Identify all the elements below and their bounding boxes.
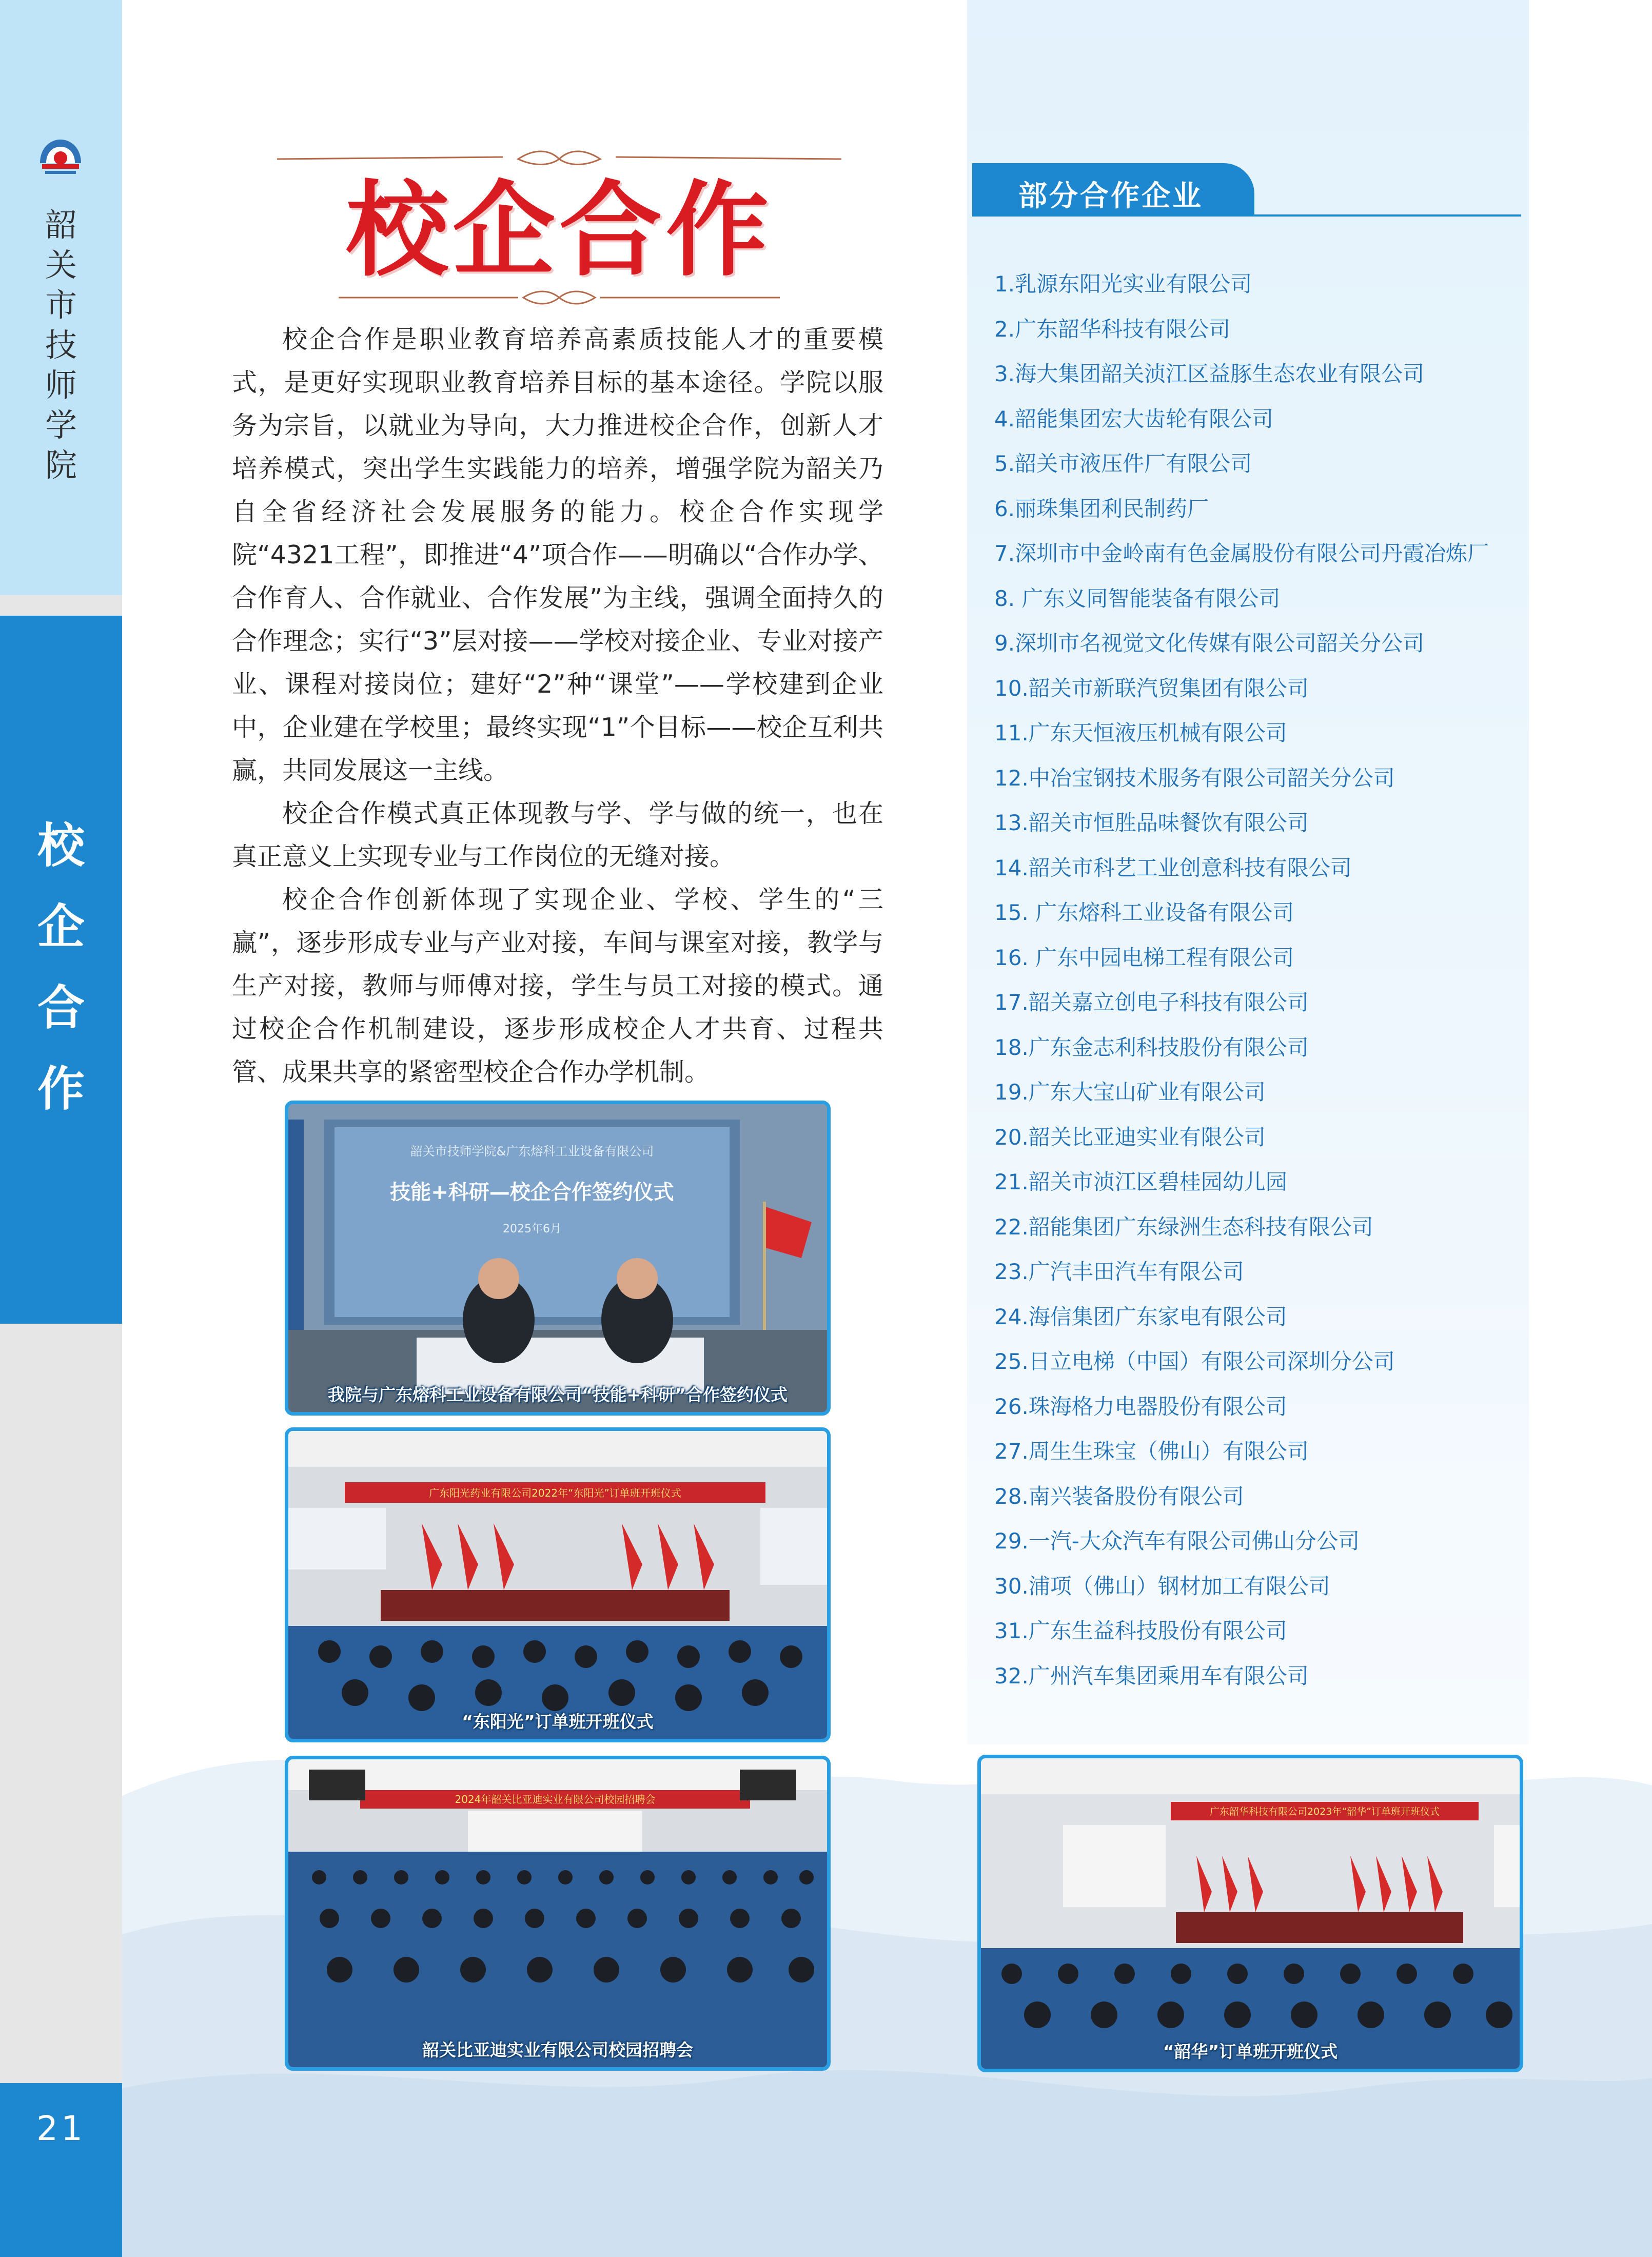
partner-item: 15. 广东熔科工业设备有限公司 <box>994 900 1294 925</box>
screen-line-2: 技能+科研—校企合作签约仪式 <box>390 1181 674 1204</box>
partner-item: 30.浦项（佛山）钢材加工有限公司 <box>994 1573 1330 1599</box>
partners-header <box>972 163 1254 217</box>
body-paragraph: 校企合作创新体现了实现企业、学校、学生的“三赢”，逐步形成专业与产业对接，车间与课室对接，教学与生产对接，教师与师傅对接，学生与员工对接的模式。通过校企合作机制建设，逐步形成校企人才共育、过程共管、成果共享的紧密型校企合作办学机制。 <box>232 885 883 1087</box>
byd-recruitment-image <box>288 1759 827 2067</box>
photo-caption: 我院与广东熔科工业设备有限公司“技能+科研”合作签约仪式 <box>327 1385 788 1405</box>
partner-item: 28.南兴装备股份有限公司 <box>994 1483 1244 1509</box>
partner-item: 17.韶关嘉立创电子科技有限公司 <box>994 990 1309 1015</box>
partner-item: 32.广州汽车集团乘用车有限公司 <box>994 1663 1309 1689</box>
page-title: 校企合作 <box>345 171 773 290</box>
section-name-char: 合 <box>37 980 85 1035</box>
partner-item: 2.广东韶华科技有限公司 <box>994 316 1231 342</box>
body-paragraph: 校企合作是职业教育培养高素质技能人才的重要模式，是更好实现职业教育培养目标的基本途径。学院以服务为宗旨，以就业为导向，大力推进校企合作，创新人才培养模式，突出学生实践能力的培养，增强学院为韶关乃自全省经济社会发展服务的能力。校企合作实现学院“4321工程”，即推进“4”项合作——明确以“合作办学、合作育人、合作就业、合作发展”为主线，强调全面持久的合作理念；实行“3”层对接——学校对接企业、专业对接产业、课程对接岗位；建好“2”种“课堂”——学校建到企业中，企业建在学校里；最终实现“1”个目标——校企互利共赢，共同发展这一主线。 <box>232 325 883 785</box>
page-number: 21 <box>36 2109 86 2148</box>
school-logo-icon <box>35 133 86 185</box>
screen-line-1: 韶关市技师学院&广东熔科工业设备有限公司 <box>410 1144 654 1159</box>
left-sidebar <box>0 0 122 2257</box>
photo-caption: 韶关比亚迪实业有限公司校园招聘会 <box>422 2040 693 2060</box>
partner-item: 24.海信集团广东家电有限公司 <box>994 1304 1287 1329</box>
section-name-char: 企 <box>37 899 85 954</box>
school-name-char: 学 <box>45 406 77 444</box>
signing-ceremony-image <box>288 1104 827 1412</box>
title-ornament-bottom <box>277 287 841 308</box>
body-paragraph: 校企合作模式真正体现教与学、学与做的统一，也在真正意义上实现专业与工作岗位的无缝对接。 <box>232 799 883 871</box>
partner-item: 8. 广东义同智能装备有限公司 <box>994 585 1281 611</box>
partner-item: 19.广东大宝山矿业有限公司 <box>994 1080 1266 1105</box>
partner-item: 6.丽珠集团利民制药厂 <box>994 496 1209 521</box>
photo-byd-recruitment <box>285 1756 831 2071</box>
banner-text: 广东韶华科技有限公司2023年“韶华”订单班开班仪式 <box>1209 1806 1440 1817</box>
partner-item: 31.广东生益科技股份有限公司 <box>994 1618 1287 1643</box>
title-ornament-top <box>277 149 841 169</box>
partner-item: 25.日立电梯（中国）有限公司深圳分公司 <box>994 1349 1395 1374</box>
section-name-char: 作 <box>37 1062 85 1116</box>
partner-item: 12.中冶宝钢技术服务有限公司韶关分公司 <box>994 765 1395 791</box>
partner-item: 21.韶关市浈江区碧桂园幼儿园 <box>994 1169 1287 1194</box>
photo-caption: “韶华”订单班开班仪式 <box>1163 2042 1338 2062</box>
school-name-vertical <box>0 205 122 485</box>
partner-item: 27.周生生珠宝（佛山）有限公司 <box>994 1439 1309 1464</box>
partner-item: 26.珠海格力电器股份有限公司 <box>994 1394 1287 1419</box>
school-name-char: 市 <box>45 286 77 324</box>
dongyangguang-class-image <box>288 1431 827 1739</box>
partner-item: 11.广东天恒液压机械有限公司 <box>994 720 1287 745</box>
section-name-char: 校 <box>37 818 85 873</box>
partner-item: 9.深圳市名视觉文化传媒有限公司韶关分公司 <box>994 631 1425 656</box>
photo-signing-ceremony <box>285 1101 831 1416</box>
partner-item: 1.乳源东阳光实业有限公司 <box>994 271 1252 297</box>
partner-item: 29.一汽-大众汽车有限公司佛山分公司 <box>994 1528 1360 1554</box>
banner-text: 广东阳光药业有限公司2022年“东阳光”订单班开班仪式 <box>429 1487 681 1499</box>
banner-text: 2024年韶关比亚迪实业有限公司校园招聘会 <box>455 1793 656 1805</box>
body-text <box>232 318 883 1094</box>
photo-caption: “东阳光”订单班开班仪式 <box>462 1712 654 1732</box>
partner-item: 20.韶关比亚迪实业有限公司 <box>994 1124 1266 1150</box>
partners-list <box>994 262 1523 1698</box>
partner-item: 22.韶能集团广东绿洲生态科技有限公司 <box>994 1214 1373 1240</box>
partner-item: 5.韶关市液压件厂有限公司 <box>994 451 1252 476</box>
partners-header-label: 部分合作企业 <box>1018 180 1203 213</box>
shaohua-class-image <box>981 1758 1520 2069</box>
partner-item: 23.广汽丰田汽车有限公司 <box>994 1259 1244 1284</box>
partner-item: 13.韶关市恒胜品味餐饮有限公司 <box>994 810 1309 835</box>
partners-header-underline <box>972 214 1521 217</box>
school-name-char: 技 <box>45 326 77 364</box>
partner-item: 3.海大集团韶关浈江区益豚生态农业有限公司 <box>994 361 1425 386</box>
school-name-char: 关 <box>45 246 77 284</box>
partner-item: 14.韶关市科艺工业创意科技有限公司 <box>994 855 1352 880</box>
partner-item: 18.广东金志利科技股份有限公司 <box>994 1034 1309 1060</box>
screen-line-3: 2025年6月 <box>503 1223 561 1235</box>
partner-item: 4.韶能集团宏大齿轮有限公司 <box>994 406 1274 431</box>
school-name-char: 师 <box>45 366 77 404</box>
photo-shaohua-class <box>977 1755 1523 2072</box>
partner-item: 10.韶关市新联汽贸集团有限公司 <box>994 675 1309 701</box>
section-name-vertical <box>0 806 122 1130</box>
partner-item: 16. 广东中园电梯工程有限公司 <box>994 945 1294 970</box>
school-name-char: 院 <box>45 446 77 484</box>
school-name-char: 韶 <box>45 206 77 244</box>
partner-item: 7.深圳市中金岭南有色金属股份有限公司丹霞冶炼厂 <box>994 541 1489 566</box>
title-block <box>277 149 841 323</box>
photo-dongyangguang-class <box>285 1427 831 1742</box>
